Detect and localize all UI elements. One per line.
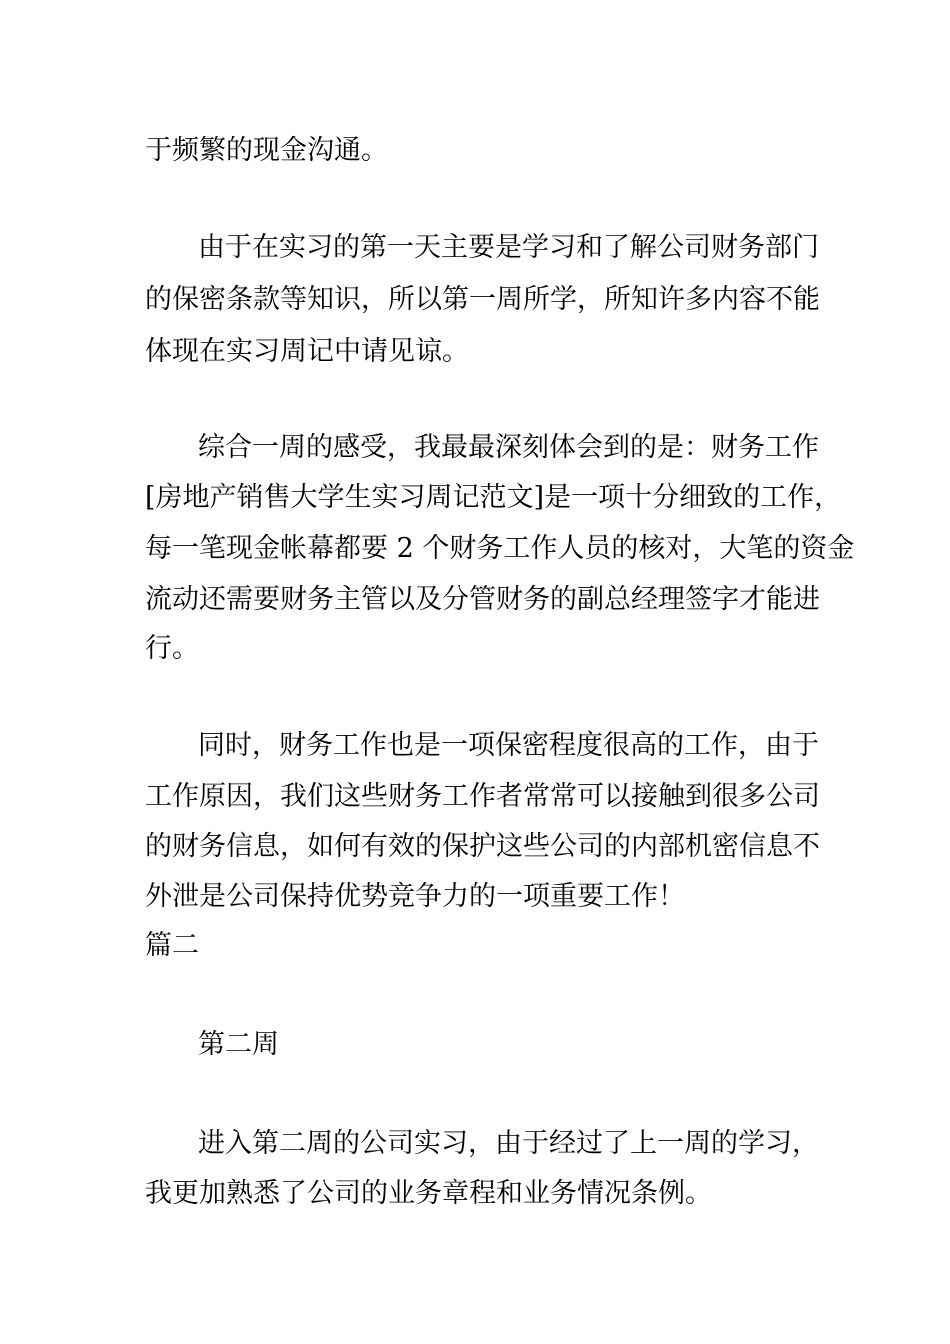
section-heading: 篇二 (145, 930, 199, 961)
paragraph-first-line: 综合一周的感受，我最最深刻体会到的是：财务工作 (198, 432, 819, 463)
text-line: 我更加熟悉了公司的业务章程和业务情况条例。 (145, 1178, 712, 1209)
section-subheading: 第二周 (198, 1029, 279, 1060)
text-line: 工作原因，我们这些财务工作者常常可以接触到很多公司 (145, 781, 820, 812)
text-line: 行。 (145, 633, 199, 664)
text-line: 外泄是公司保持优势竞争力的一项重要工作！ (145, 881, 685, 912)
paragraph-first-line: 进入第二周的公司实习，由于经过了上一周的学习， (198, 1128, 819, 1159)
text-line: 体现在实习周记中请见谅。 (145, 336, 469, 367)
text-line: 于频繁的现金沟通。 (145, 135, 388, 166)
text-line: 每一笔现金帐幕都要 2 个财务工作人员的核对，大笔的资金 (145, 533, 855, 564)
text-line: 的保密条款等知识，所以第一周所学，所知许多内容不能 (145, 284, 820, 315)
text-line: 的财务信息，如何有效的保护这些公司的内部机密信息不 (145, 831, 820, 862)
text-line: 流动还需要财务主管以及分管财务的副总经理签字才能进 (145, 584, 820, 615)
paragraph-first-line: 由于在实习的第一天主要是学习和了解公司财务部门 (198, 232, 819, 263)
text-line: [房地产销售大学生实习周记范文]是一项十分细致的工作， (145, 482, 842, 513)
paragraph-first-line: 同时，财务工作也是一项保密程度很高的工作，由于 (198, 730, 819, 761)
